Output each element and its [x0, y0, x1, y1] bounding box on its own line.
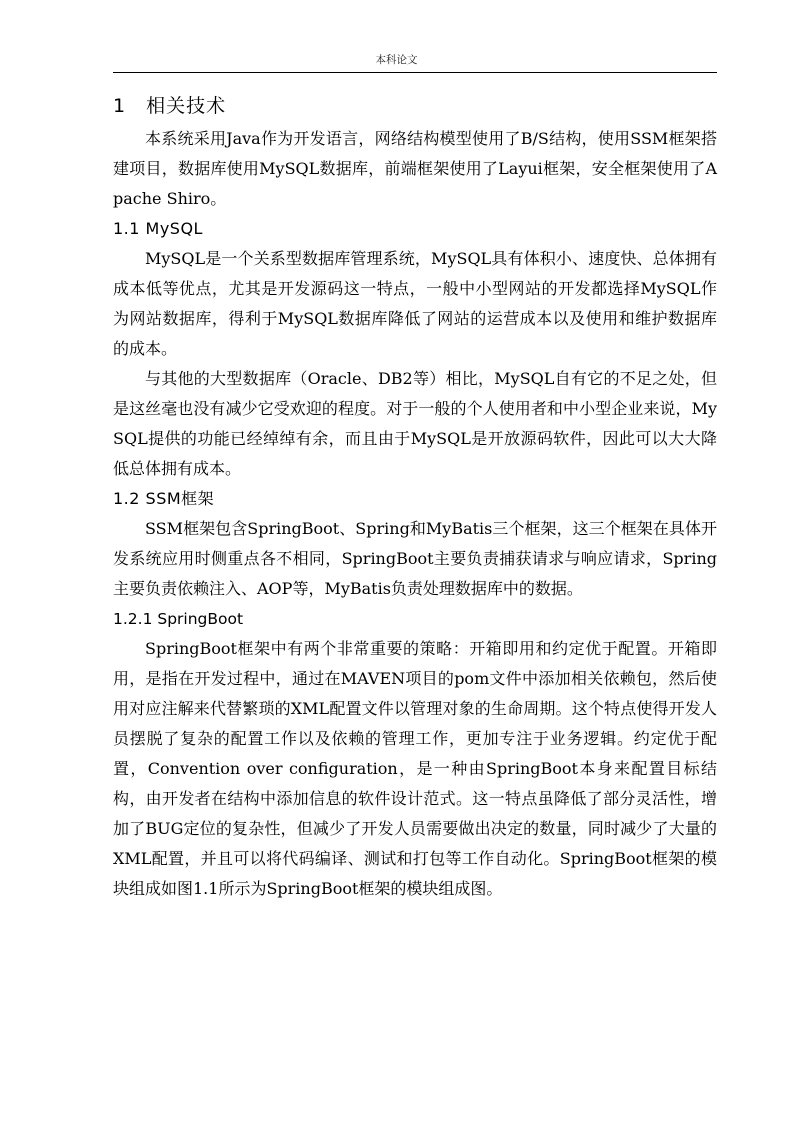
- springboot-paragraph: SpringBoot框架中有两个非常重要的策略：开箱即用和约定优于配置。开箱即用，是指在开发过程中，通过在MAVEN项目的pom文件中添加相关依赖包，然后使用对应注解来代替繁琐的XML配置文件以管理对象的生命周期。这个特点使得开发人员摆脱了复杂的配置工作以及依赖的管理工作，更加专注于业务逻辑。约定优于配置，Convention over configuration，是一种由SpringBoot本身来配置目标结构，由开发者在结构中添加信息的软件设计范式。这一特点虽降低了部分灵活性，增加了BUG定位的复杂性，但减少了开发人员需要做出决定的数量，同时减少了大量的XML配置，并且可以将代码编译、测试和打包等工作自动化。SpringBoot框架的模块组成如图1.1所示为SpringBoot框架的模块组成图。: [113, 639, 717, 898]
- ssm-paragraph: SSM框架包含SpringBoot、Spring和MyBatis三个框架，这三个框架在具体开发系统应用时侧重点各不相同，SpringBoot主要负责捕获请求与响应请求，Spring主要负责依赖注入、AOP等，MyBatis负责处理数据库中的数据。: [113, 519, 717, 598]
- section-heading-1-2: 1.2 SSM框架: [113, 489, 215, 508]
- header-rule: [113, 72, 717, 73]
- running-header: 本科论文: [375, 54, 418, 66]
- section-heading-1: 1 相关技术: [113, 95, 227, 117]
- section-heading-1-1: 1.1 MySQL: [113, 219, 203, 238]
- page-body: [113, 92, 717, 904]
- mysql-paragraph-1: MySQL是一个关系型数据库管理系统，MySQL具有体积小、速度快、总体拥有成本低等优点，尤其是开发源码这一特点，一般中小型网站的开发都选择MySQL作为网站数据库，得利于MySQL数据库降低了网站的运营成本以及使用和维护数据库的成本。: [113, 249, 717, 358]
- section-1-paragraph: 本系统采用Java作为开发语言，网络结构模型使用了B/S结构，使用SSM框架搭建项目，数据库使用MySQL数据库，前端框架使用了Layui框架，安全框架使用了Apache Shiro。: [113, 129, 717, 208]
- mysql-paragraph-2: 与其他的大型数据库（Oracle、DB2等）相比，MySQL自有它的不足之处，但是这丝毫也没有减少它受欢迎的程度。对于一般的个人使用者和中小型企业来说，MySQL提供的功能已经绰绰有余，而且由于MySQL是开放源码软件，因此可以大大降低总体拥有成本。: [113, 369, 717, 478]
- section-heading-1-2-1: 1.2.1 SpringBoot: [113, 610, 244, 628]
